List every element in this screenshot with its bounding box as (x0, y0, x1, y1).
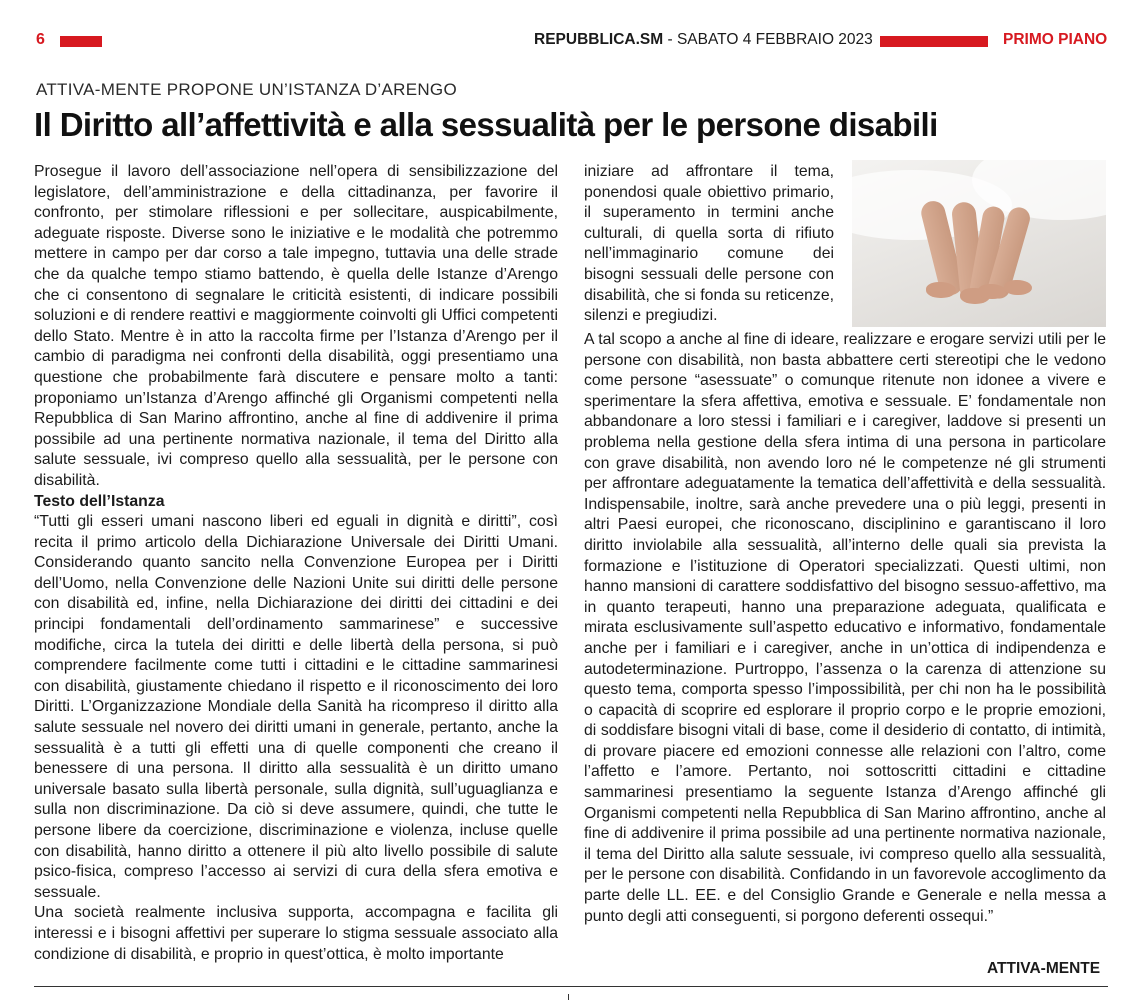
signature: ATTIVA-MENTE (987, 960, 1101, 977)
page-header (0, 0, 1130, 60)
article-headline: Il Diritto all’affettività e alla sessualità per le persone disabili (34, 106, 938, 143)
foot-shape (1004, 280, 1032, 295)
subheading: Testo dell’Istanza (34, 492, 165, 510)
section-label: PRIMO PIANO (1003, 31, 1108, 48)
body-paragraph: A tal scopo a anche al fine di ideare, realizzare e erogare servizi utili per le persone con disabilità, non basta abbattere certi stereotipi che le vedono come persone “asessuate” o comunque ritenute non idonee a vivere e sperimentare la sfera affettiva, emotiva e sessuale. E’ fondamentale non abbandonare a loro stessi i familiari e i caregiver, laddove si presenti un problema nella gestione della sfera intima di una persona in particolare con grave disabilità, non avendo loro né le competenze né gli strumenti per affrontare adeguatamente la tematica dell’affettività e della sessualità. Indispensabile, inoltre, sarà anche prevedere una o più leggi, presenti in altri Paesi europei, che riconoscano, disciplinino e garantiscano il loro diritto inviolabile alla sessualità, all’interno delle quali sia prevista la formazione e l’istituzione di Operatori specializzati. Questi ultimi, non hanno mansioni di carattere soddisfattivo del bisogno sessuo-affettivo, ma in quanto terapeuti, hanno una preparazione adeguata, qualificata e mirata esclusivamente sull’aspetto educativo e informativo, fondamentale anche per i familiari e i caregiver, anche in un’ottica di indipendenza e autodeterminazione. Purtroppo, l’assenza o la carenza di attenzione su questo tema, comporta spesso l’impossibilità, per chi non ha le possibilità o capacità di scoprire ed esplorare il proprio corpo e le proprie emozioni, di soddisfare bisogni vitali di base, come il desiderio di contatto, di intimità, di provare piacere ed emozioni connesse alle relazioni con l’altro, come l’affetto e l’amore. Pertanto, noi sottoscritti cittadini e cittadine sammarinesi presentiamo la seguente Istanza d’Arengo affinché gli Organismi competenti nella Repubblica di San Marino affrontino, anche al fine di addivenire il prima possibile ad una pertinente normativa nazionale, il tema del Diritto alla salute sessuale, ivi compreso quello alla sessualità, per le persone con disabilità. Confidando in un favorevole accoglimento da parte delle LL. EE. e del Consiglio Grande e Generale e nella messa a punto degli atti conseguenti, si porgono deferenti ossequi.” (584, 331, 1106, 925)
right-column-top (584, 162, 834, 327)
page-number: 6 (36, 31, 45, 48)
body-paragraph: iniziare ad affrontare il tema, ponendosi quale obiettivo primario, il superamento in termini anche culturali, di quella sorta di rifiuto nell’immaginario comune dei bisogni sessuali delle persone con disabilità, che si fonda su reticenze, silenzi e pregiudizi. (584, 163, 834, 325)
body-paragraph: “Tutti gli esseri umani nascono liberi ed eguali in dignità e diritti”, così recita il primo articolo della Dichiarazione Universale dei Diritti Umani. Considerando quanto sancito nella Convenzione Europea per i Diritti dell’Uomo, nella Convenzione delle Nazioni Unite sui diritti delle persone con disabilità ed, infine, nella Dichiarazione dei diritti dei cittadini e dei principi fondamentali dell’ordinamento sammarinese” e successive modifiche, circa la tutela dei diritti e delle libertà della persona, si può comprendere facilmente come tutti i cittadini e le cittadine sammarinesi con disabilità, giustamente chiedano il rispetto e il riconoscimento dei loro Diritti. L’Organizzazione Mondiale della Sanità ha ricompreso il diritto alla salute sessuale nel novero dei diritti umani in generale, pertanto, anche la sessualità è a tutti gli effetti una di quelle componenti che creano il benessere di una persona. Il diritto alla sessualità è un diritto umano universale basato sulla libertà personale, sulla dignità, sull’uguaglianza e sulla non discriminazione. Da ciò si deve assumere, quindi, che tutte le persone libere da coercizione, discriminazione e violenza, incluse quelle con disabilità, hanno diritto a ottenere il più alto livello possibile di salute psico-fisica, compreso l’accesso ai servizi di cura della sfera emotiva e sessuale. (34, 513, 558, 901)
accent-bar-right (880, 36, 988, 47)
masthead-site: REPUBBLICA.SM (534, 31, 664, 48)
accent-bar-left (60, 36, 102, 47)
bottom-rule (34, 986, 1108, 987)
article-kicker: ATTIVA-MENTE PROPONE UN’ISTANZA D’ARENGO (36, 80, 457, 99)
foot-shape (978, 284, 1006, 299)
right-column (584, 330, 1106, 927)
bottom-tick (568, 994, 569, 1000)
masthead (534, 31, 873, 49)
left-column (34, 162, 558, 965)
article-photo (852, 160, 1106, 327)
foot-shape (926, 282, 956, 298)
masthead-date: - SABATO 4 FEBBRAIO 2023 (663, 31, 873, 48)
body-paragraph: Prosegue il lavoro dell’associazione nell’opera di sensibilizzazione del legislatore, dell’amministrazione e della cittadinanza, per favorire il confronto, per stimolare riflessioni e per sollecitare, auspicabilmente, adeguate risposte. Diverse sono le iniziative e le modalità che potremmo mettere in campo per dar corso a tale impegno, tuttavia una delle strade che da qualche tempo stiamo battendo, è quella delle Istanze d’Arengo che ci consentono di segnalare le criticità esistenti, di indicare possibili soluzioni e di rendere reattivi e maggiormente coinvolti gli Uffici competenti dello Stato. Mentre è in atto la raccolta firme per l’Istanza d’Arengo per il cambio di paradigma nei confronti della disabilità, oggi presentiamo una questione che probabilmente farà discutere e pensare molto a tanti: proponiamo un’Istanza d’Arengo affinché gli Organismi competenti nella Repubblica di San Marino affrontino, anche al fine di addivenire il prima possibile ad una pertinente normativa nazionale, il tema del Diritto alla salute sessuale, ivi compreso quello alla sessualità, per le persone con disabilità. (34, 163, 558, 489)
body-paragraph: Una società realmente inclusiva supporta, accompagna e facilita gli interessi e i bisogni affettivi per superare lo stigma sessuale associato alla condizione di disabilità, e proprio in quest’ottica, è molto importante (34, 904, 558, 963)
